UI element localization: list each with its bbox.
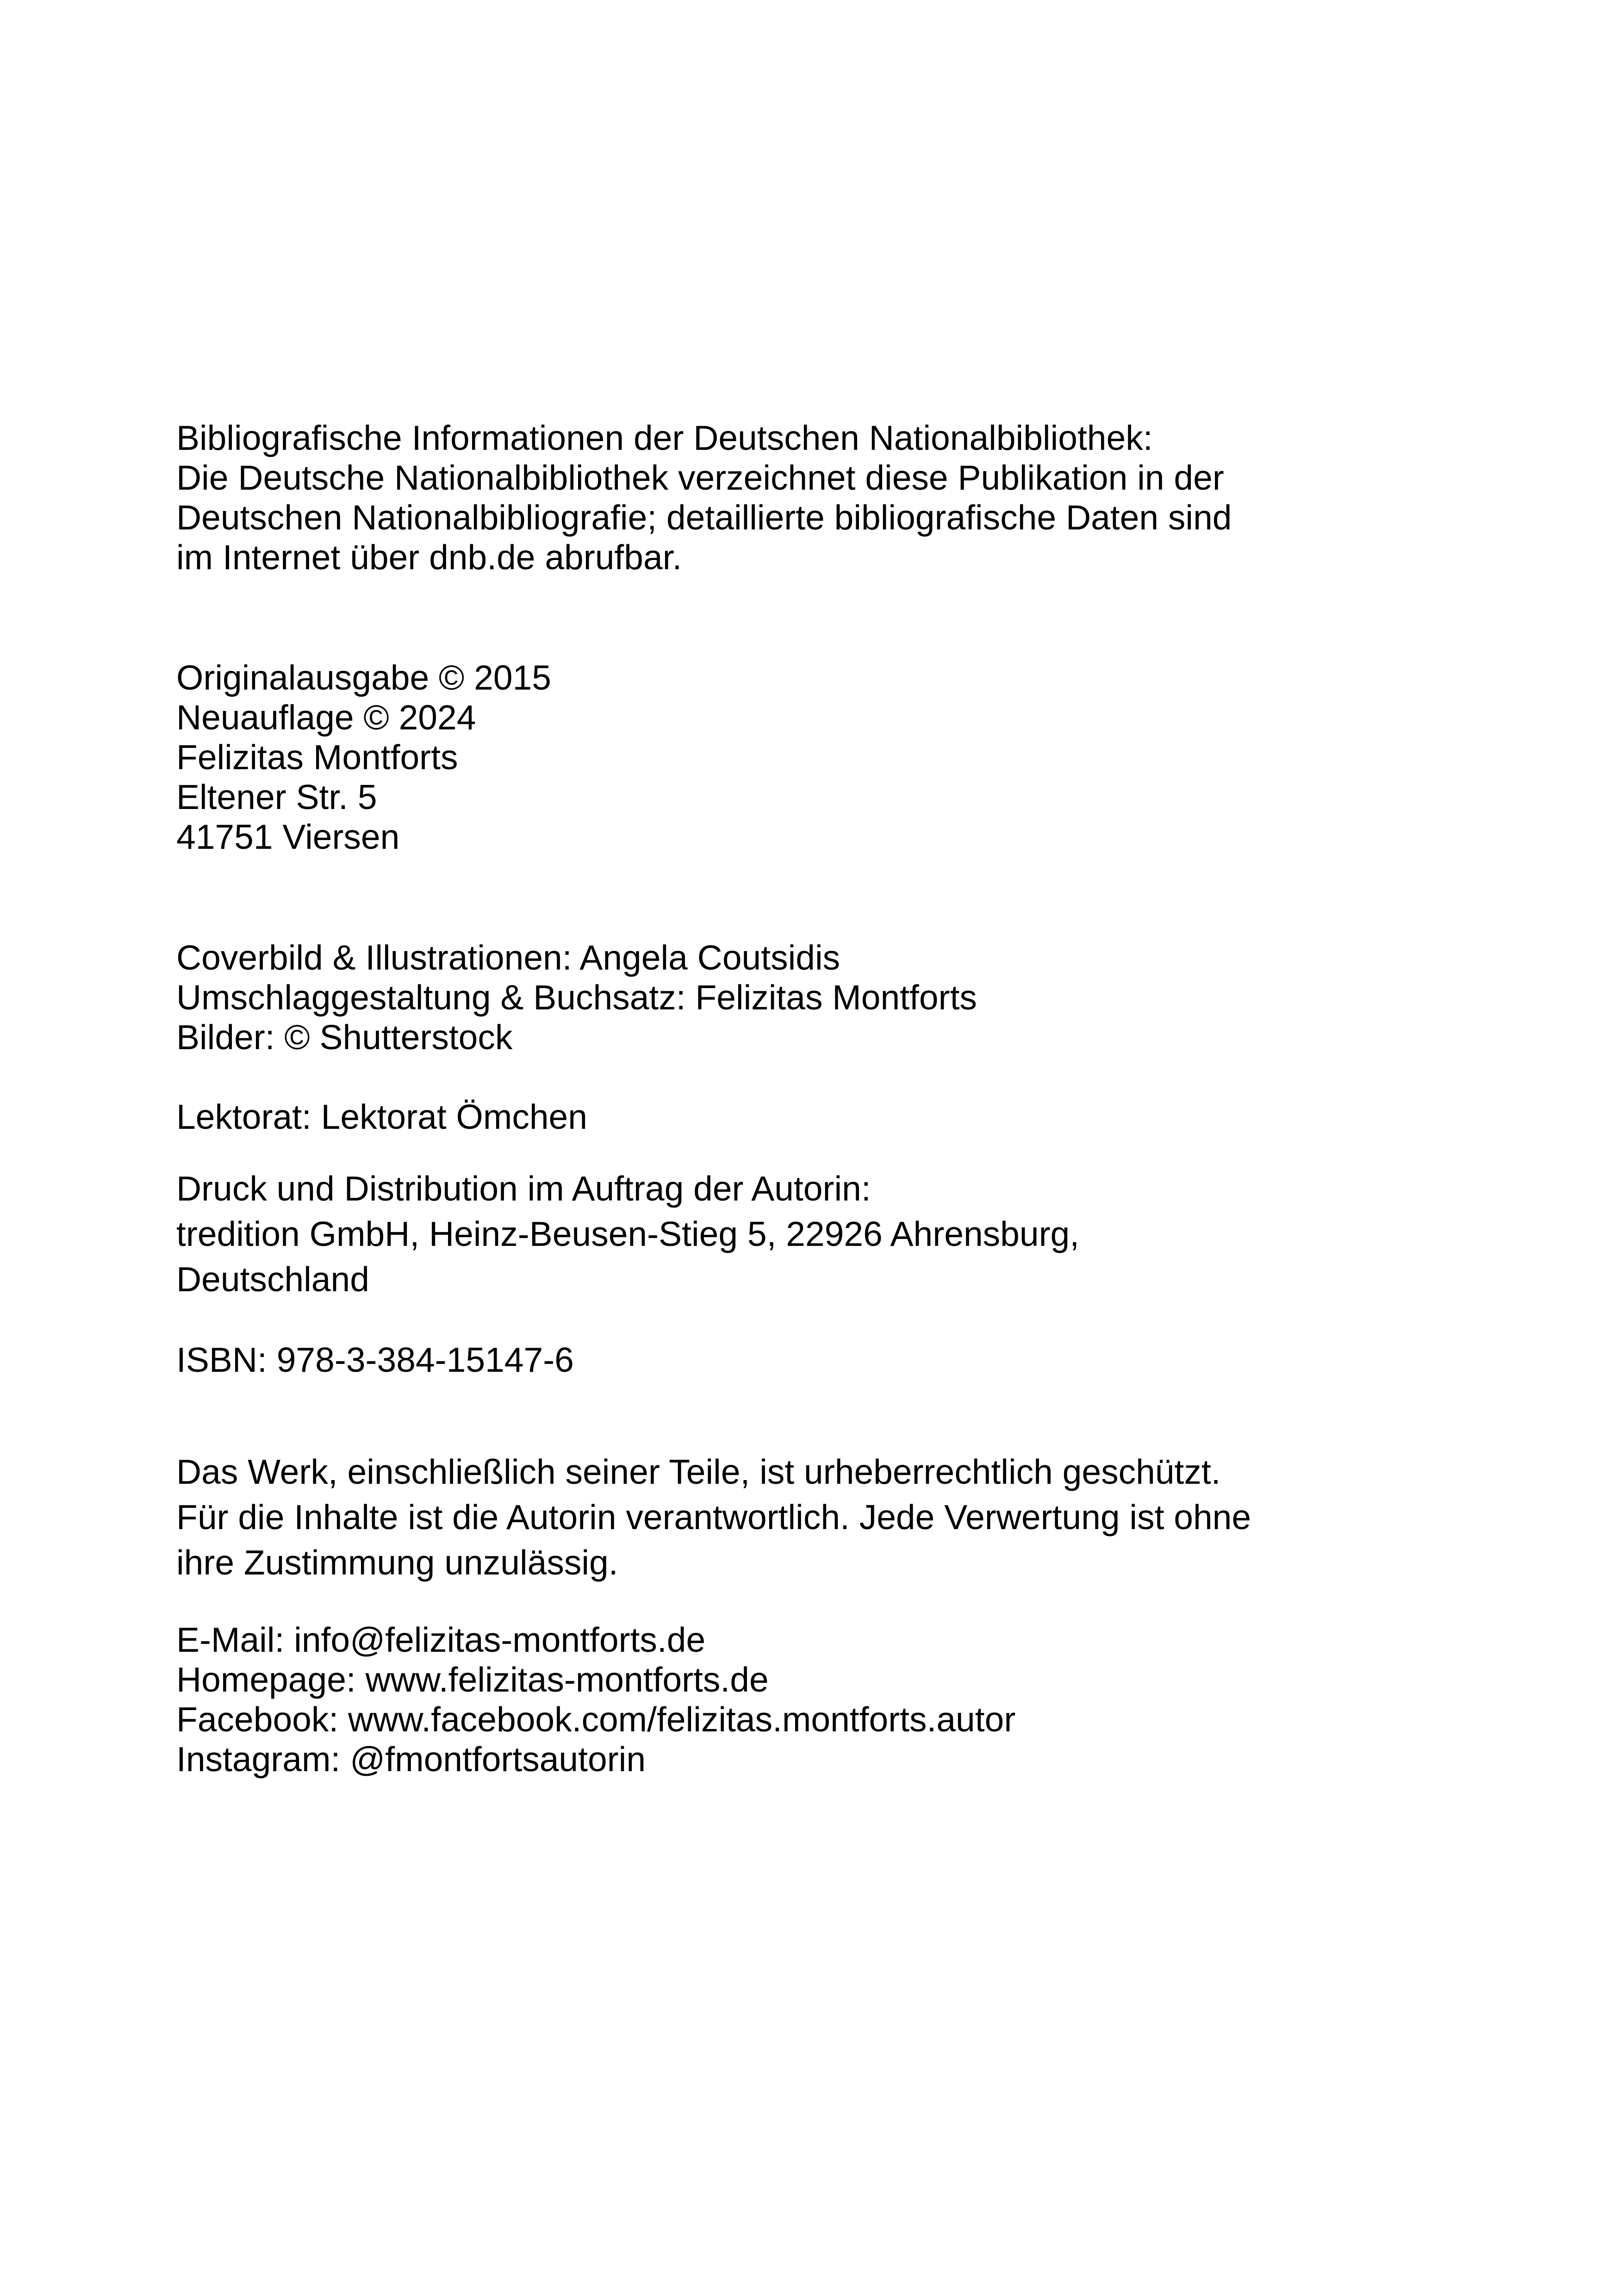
rights-line: Das Werk, einschließlich seiner Teile, ist urheberrechtlich geschützt. — [176, 1452, 1221, 1491]
new-edition: Neuauflage © 2024 — [176, 698, 476, 737]
address-city: 41751 Viersen — [176, 817, 400, 856]
printing-line: Druck und Distribution im Auftrag der Autorin: — [176, 1169, 871, 1208]
author-name: Felizitas Montforts — [176, 738, 458, 777]
bibliographic-line: Die Deutsche Nationalbibliothek verzeichnet diese Publikation in der — [176, 458, 1224, 497]
credits — [176, 938, 1565, 1057]
publication-info — [176, 658, 1565, 857]
lektorat-credit — [176, 1097, 1565, 1137]
original-edition: Originalausgabe © 2015 — [176, 658, 551, 697]
bibliographic-notice — [176, 418, 1565, 577]
bibliographic-line: im Internet über dnb.de abrufbar. — [176, 538, 682, 577]
email-line: E-Mail: info@felizitas-montforts.de — [176, 1620, 706, 1659]
address-street: Eltener Str. 5 — [176, 778, 377, 816]
homepage-line: Homepage: www.felizitas-montforts.de — [176, 1660, 769, 1699]
instagram-line: Instagram: @fmontfortsautorin — [176, 1740, 646, 1779]
bibliographic-line: Bibliografische Informationen der Deutschen Nationalbibliothek: — [176, 418, 1153, 457]
rights-line: ihre Zustimmung unzulässig. — [176, 1543, 618, 1582]
printing-info — [176, 1166, 1565, 1302]
printing-line: tredition GmbH, Heinz-Beusen-Stieg 5, 22926 Ahrensburg, — [176, 1214, 1080, 1253]
isbn-line: ISBN: 978-3-384-15147-6 — [176, 1340, 574, 1379]
rights-line: Für die Inhalte ist die Autorin verantwortlich. Jede Verwertung ist ohne — [176, 1498, 1251, 1537]
contact-info — [176, 1620, 1565, 1779]
design-credit: Umschlaggestaltung & Buchsatz: Felizitas Montforts — [176, 978, 977, 1017]
facebook-line: Facebook: www.facebook.com/felizitas.montforts.autor — [176, 1700, 1016, 1739]
bibliographic-line: Deutschen Nationalbibliografie; detaillierte bibliografische Daten sind — [176, 498, 1232, 537]
lektorat-line: Lektorat: Lektorat Ömchen — [176, 1097, 587, 1136]
printing-line: Deutschland — [176, 1260, 369, 1299]
cover-credit: Coverbild & Illustrationen: Angela Coutsidis — [176, 938, 840, 977]
isbn — [176, 1340, 1565, 1380]
images-credit: Bilder: © Shutterstock — [176, 1018, 513, 1057]
copyright-notice — [176, 1449, 1565, 1585]
